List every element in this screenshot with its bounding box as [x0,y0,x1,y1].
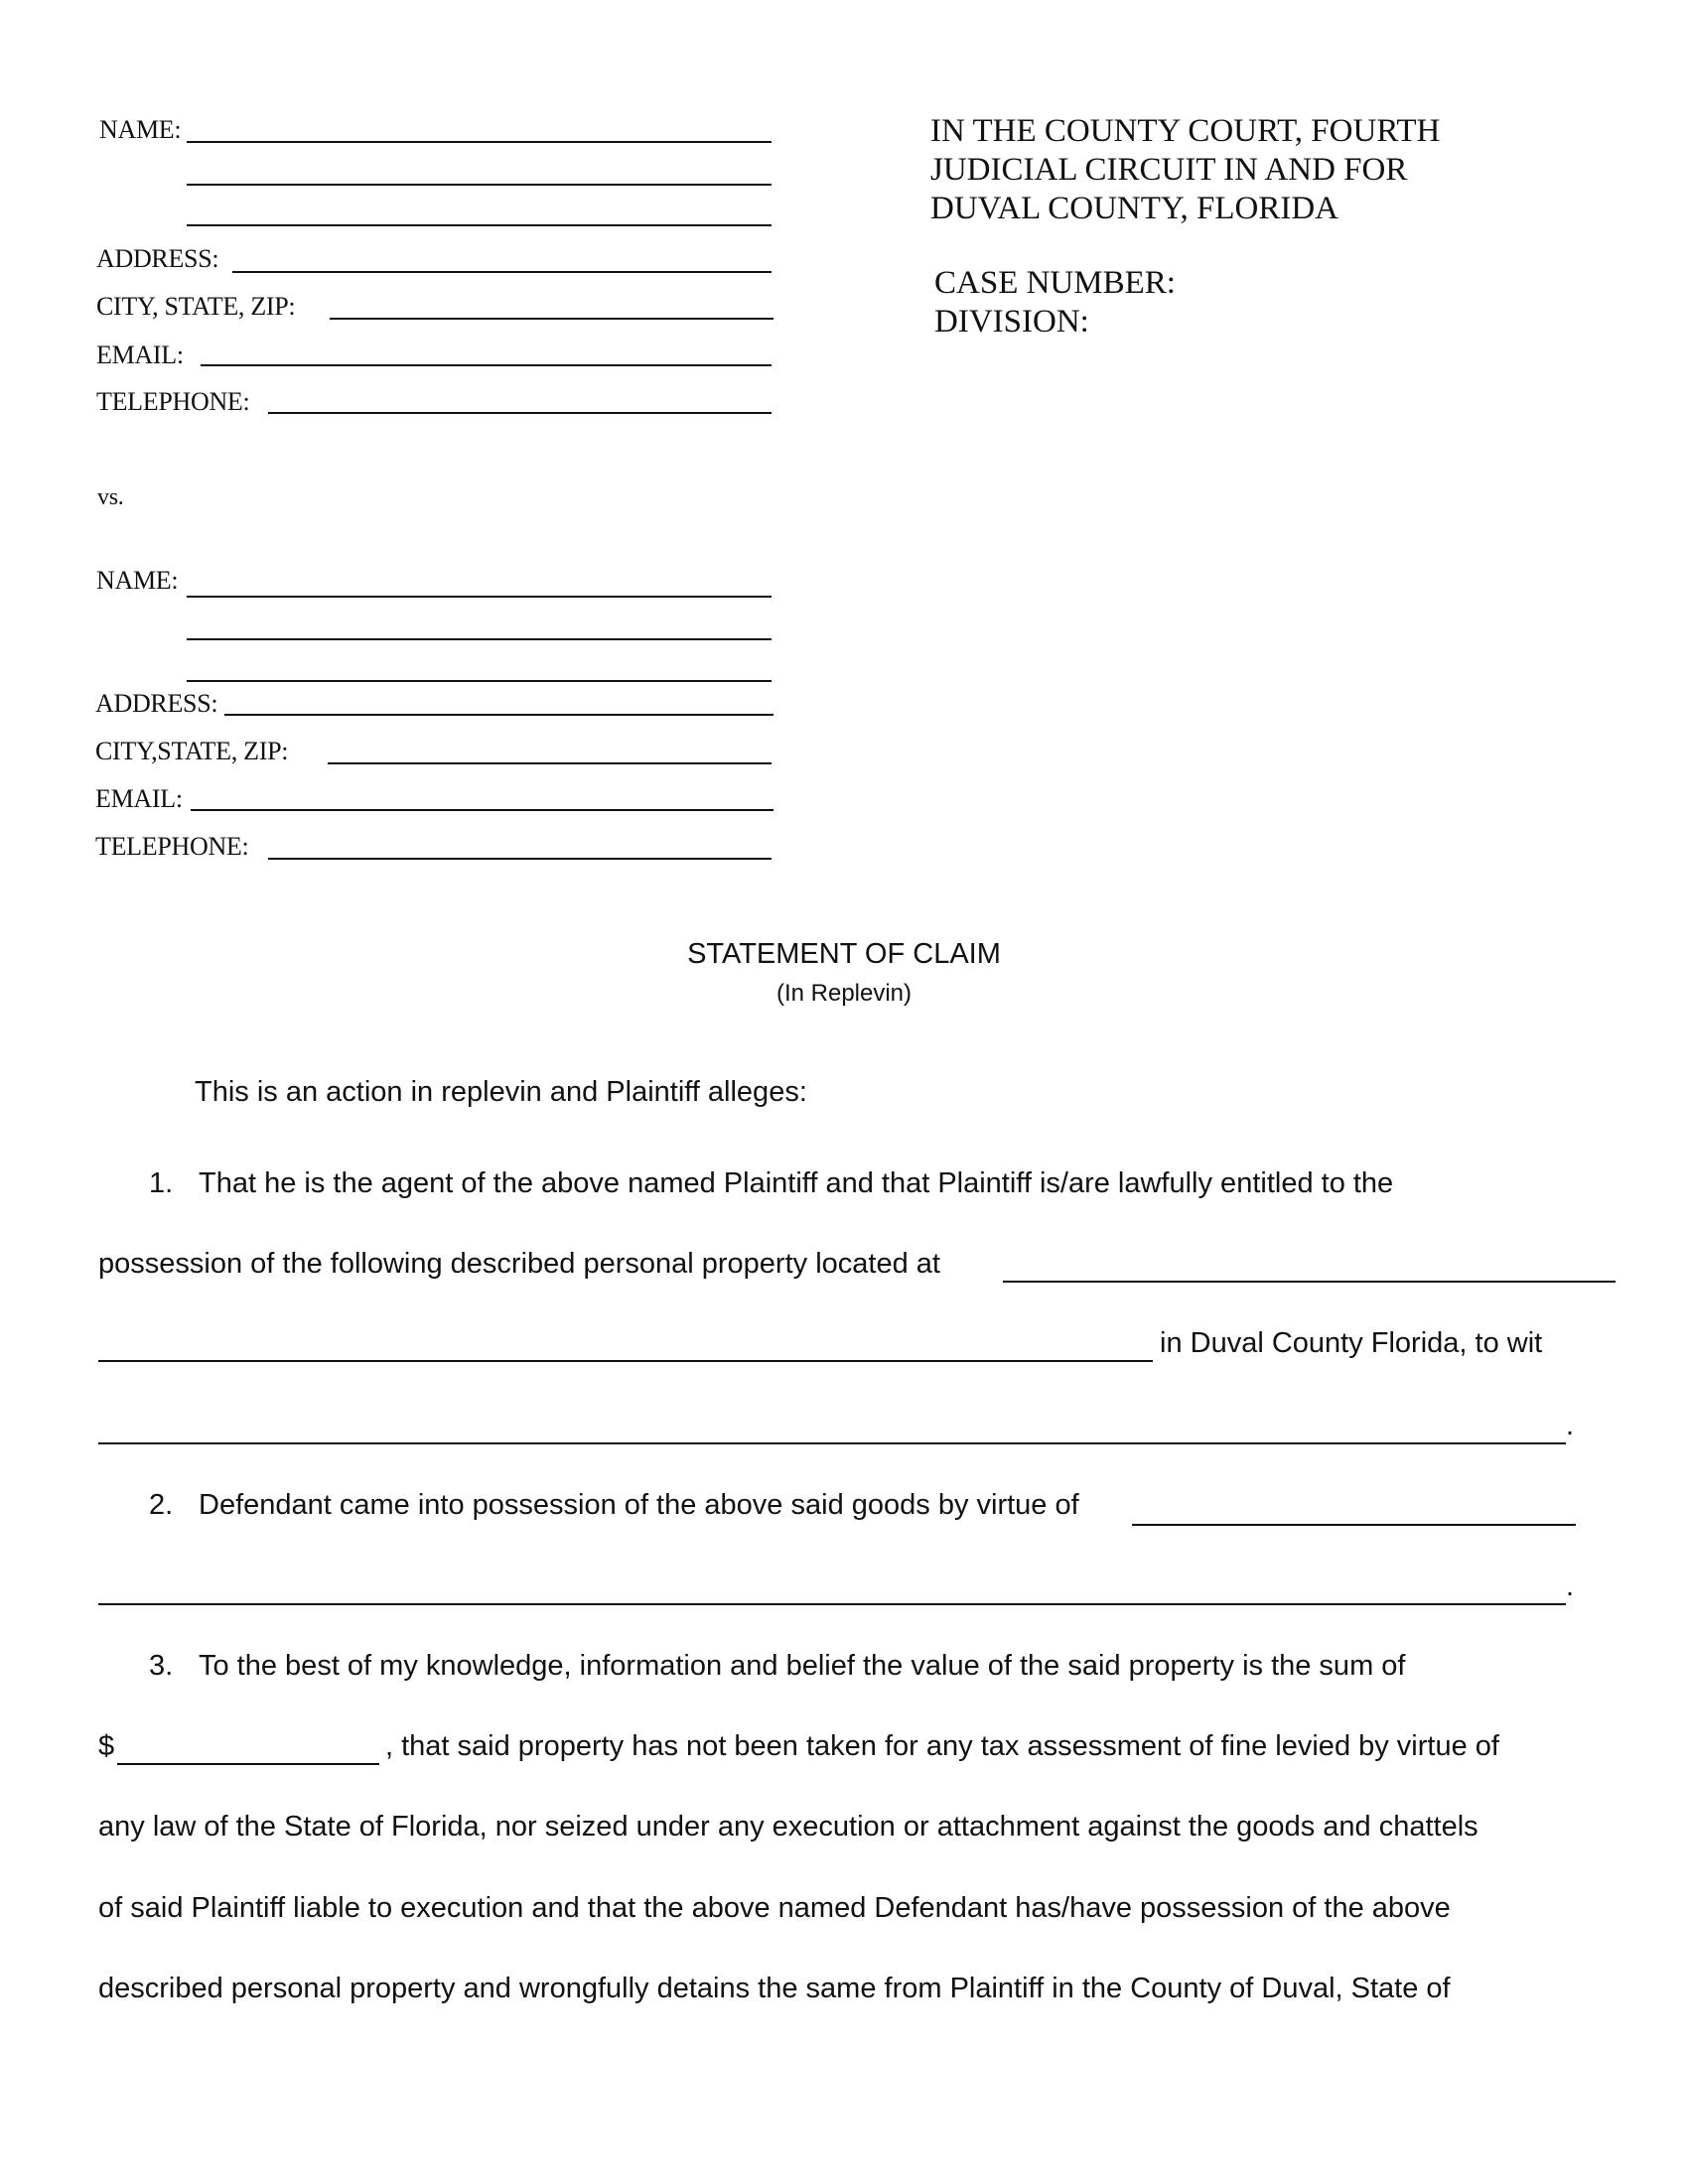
plaintiff-name-field-1[interactable] [187,141,772,143]
plaintiff-email-label: EMAIL: [96,341,184,369]
defendant-email-field[interactable] [191,809,774,811]
plaintiff-address-label: ADDRESS: [96,244,219,273]
defendant-email-label: EMAIL: [95,784,183,813]
plaintiff-city-state-zip-label: CITY, STATE, ZIP: [96,292,296,321]
possession-basis-field-2[interactable] [98,1603,1566,1605]
property-description-field[interactable] [98,1442,1566,1444]
paragraph-2-line-1: Defendant came into possession of the above said goods by virtue of [199,1489,1079,1521]
court-line-2: JUDICIAL CIRCUIT IN AND FOR [930,152,1408,188]
plaintiff-name-label: NAME: [99,115,182,144]
plaintiff-email-field[interactable] [201,364,772,366]
document-subtitle: (In Replevin) [775,980,913,1007]
paragraph-3-line-2: , that said property has not been taken for any tax assessment of fine levied by virtue of [385,1730,1499,1762]
paragraph-3-line-3: any law of the State of Florida, nor seized under any execution or attachment against the goods and chattels [98,1811,1478,1843]
property-location-field-2[interactable] [98,1360,1153,1362]
defendant-name-field-2[interactable] [187,638,772,640]
dollar-sign: $ [98,1730,115,1762]
paragraph-1-line-2: possession of the following described personal property located at [98,1248,940,1280]
paragraph-1-period: . [1566,1410,1575,1441]
case-number-label: CASE NUMBER: [934,265,1176,301]
defendant-telephone-field[interactable] [268,858,772,860]
document-title: STATEMENT OF CLAIM [687,938,1001,970]
paragraph-3-number: 3. [149,1650,174,1682]
defendant-name-label: NAME: [96,566,179,595]
plaintiff-address-field[interactable] [232,271,772,273]
defendant-name-field-1[interactable] [187,596,772,598]
defendant-address-label: ADDRESS: [95,689,218,718]
plaintiff-telephone-label: TELEPHONE: [96,387,250,416]
paragraph-2-period: . [1566,1570,1575,1602]
paragraph-3-line-5: described personal property and wrongfully detains the same from Plaintiff in the County of Duval, State of [98,1973,1451,2004]
court-line-1: IN THE COUNTY COURT, FOURTH [930,113,1441,149]
defendant-telephone-label: TELEPHONE: [95,832,249,861]
plaintiff-city-state-zip-field[interactable] [330,318,774,320]
versus-label: vs. [97,484,124,510]
paragraph-2-number: 2. [149,1489,174,1521]
paragraph-1-number: 1. [149,1167,174,1199]
plaintiff-name-field-2[interactable] [187,184,772,186]
defendant-name-field-3[interactable] [187,680,772,682]
property-value-field[interactable] [117,1763,379,1765]
defendant-city-state-zip-label: CITY,STATE, ZIP: [95,737,289,765]
property-location-field[interactable] [1003,1281,1616,1283]
intro-statement: This is an action in replevin and Plaintiff alleges: [195,1076,807,1108]
division-label: DIVISION: [934,304,1089,340]
paragraph-1-line-3: in Duval County Florida, to wit [1160,1327,1543,1359]
defendant-city-state-zip-field[interactable] [328,762,772,764]
defendant-address-field[interactable] [224,714,774,716]
plaintiff-telephone-field[interactable] [268,412,772,414]
plaintiff-name-field-3[interactable] [187,224,772,226]
court-line-3: DUVAL COUNTY, FLORIDA [930,191,1339,226]
possession-basis-field[interactable] [1132,1524,1576,1526]
paragraph-3-line-1: To the best of my knowledge, information and belief the value of the said property is the sum of [199,1650,1406,1682]
paragraph-3-line-4: of said Plaintiff liable to execution and that the above named Defendant has/have possession of the above [98,1892,1451,1924]
paragraph-1-line-1: That he is the agent of the above named Plaintiff and that Plaintiff is/are lawfully entitled to the [199,1167,1394,1199]
